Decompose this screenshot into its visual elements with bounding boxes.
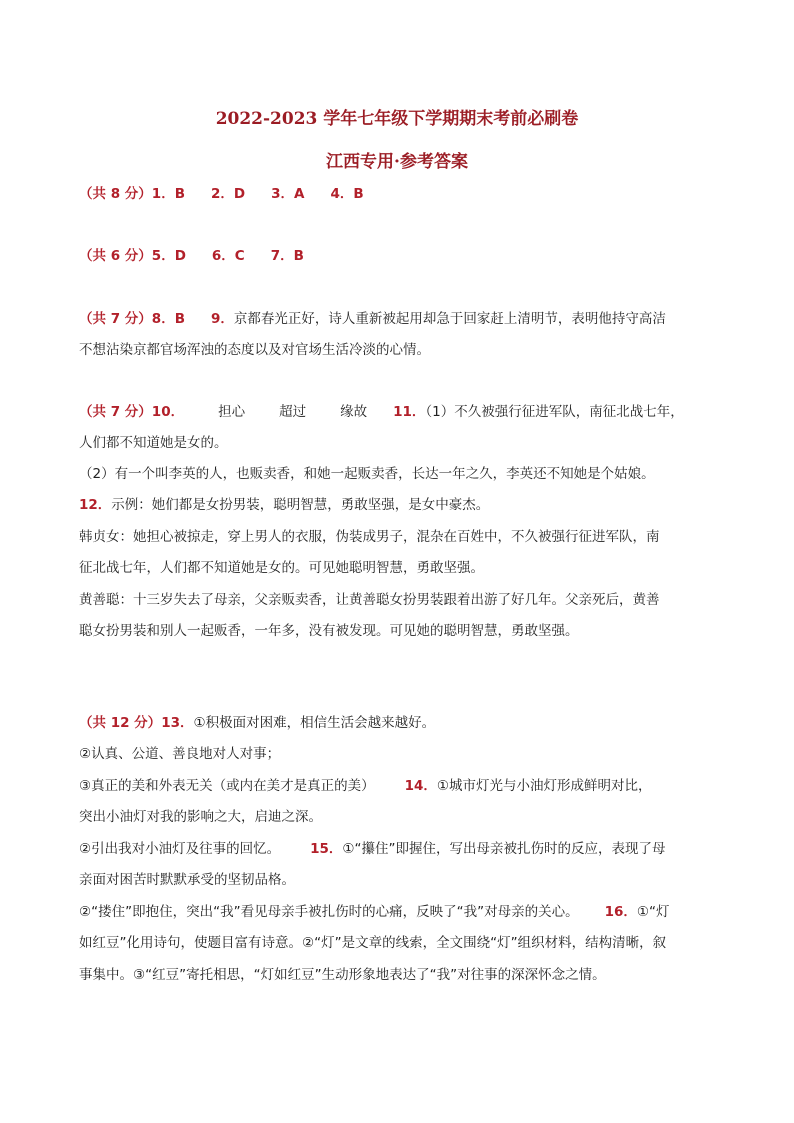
section-5-line-6: 亲面对困苦时默默承受的坚韧品格。 (79, 872, 295, 888)
section-1-score: （共 8 分） (79, 186, 152, 202)
section-5-line-7 (79, 902, 719, 922)
question-10-number: 10． (151, 404, 185, 420)
answer-1: 1．B (151, 186, 185, 202)
section-4-line-8: 聪女扮男装和别人一起贩香，一年多，没有被发现。可见她的聪明智慧，勇敢坚强。 (79, 623, 579, 639)
answer-6: 6．C (211, 248, 245, 264)
section-5-line-2: ②认真、公道、善良地对人对事； (79, 746, 281, 762)
section-4-line-1 (79, 402, 719, 422)
section-3-line-1 (79, 309, 719, 329)
section-4-line-3: （2）有一个叫李英的人，也贩卖香，和她一起贩卖香，长达一年之久，李英还不知她是个姑娘。 (79, 466, 655, 482)
question-12-number: 12． (79, 497, 112, 513)
section-3-line-2: 不想沾染京都官场浑浊的态度以及对官场生活冷淡的心情。 (79, 342, 430, 358)
answer-8: 8．B (151, 311, 185, 327)
section-5-score: （共 12 分） (79, 715, 162, 731)
section-4-line-6: 征北战七年，人们都不知道她是女的。可见她聪明智慧，勇敢坚强。 (79, 560, 484, 576)
section-3-score: （共 7 分） (79, 311, 152, 327)
answer-13-part-3: ③真正的美和外表无关（或内在美才是真正的美） (79, 778, 375, 794)
answer-9-text: 京都春光正好，诗人重新被起用却急于回家赶上清明节，表明他持守高洁 (233, 311, 666, 327)
question-15-number: 15． (310, 841, 343, 857)
answer-12-example: 示例：她们都是女扮男装，聪明智慧，勇敢坚强，是女中豪杰。 (111, 497, 490, 513)
answer-11-part-1: （1）不久被强行征进军队，南征北战七年， (425, 404, 684, 420)
section-5-line-4: 突出小油灯对我的影响之大，启迪之深。 (79, 809, 322, 825)
section-5-line-5 (79, 839, 719, 859)
answer-10-word-3: 缘故 (340, 404, 368, 420)
answer-3: 3．A (271, 186, 305, 202)
answer-14-part-2: ②引出我对小油灯及往事的回忆。 (79, 841, 281, 857)
section-2-score: （共 6 分） (79, 248, 152, 264)
page-subtitle: 江西专用·参考答案 (326, 152, 468, 172)
answer-13-part-1: ①积极面对困难，相信生活会越来越好。 (193, 715, 436, 731)
question-13-number: 13． (161, 715, 194, 731)
section-5-line-3 (79, 776, 719, 796)
section-4-line-7: 黄善聪：十三岁失去了母亲，父亲贩卖香，让黄善聪女扮男装跟着出游了好几年。父亲死后，黄善 (79, 592, 660, 608)
answer-15-part-1: ①“攥住”即握住，写出母亲被扎伤时的反应，表现了母 (342, 841, 666, 857)
question-14-number: 14． (404, 778, 437, 794)
answer-4: 4．B (330, 186, 364, 202)
answer-5: 5．D (151, 248, 186, 264)
section-5-line-9: 事集中。③“红豆”寄托相思，“灯如红豆”生动形象地表达了“我”对往事的深深怀念之情。 (79, 967, 606, 983)
section-4-score: （共 7 分） (79, 404, 152, 420)
answer-7: 7．B (270, 248, 304, 264)
answer-10-word-1: 担心 (218, 404, 246, 420)
answer-10-word-2: 超过 (279, 404, 307, 420)
page-title: 2022-2023 学年七年级下学期期末考前必刷卷 (215, 109, 579, 129)
section-5-line-8: 如红豆”化用诗句，使题目富有诗意。②“灯”是文章的线索，全文围绕“灯”组织材料，结构清晰，叙 (79, 935, 667, 951)
question-9-number: 9． (210, 311, 234, 327)
section-5-line-1 (79, 713, 719, 733)
answer-14-part-1: ①城市灯光与小油灯形成鲜明对比， (436, 778, 652, 794)
answer-16-part-1: ①“灯 (636, 904, 670, 920)
answer-15-part-2: ②“搂住”即抱住，突出“我”看见母亲手被扎伤时的心痛，反映了“我”对母亲的关心。 (79, 904, 579, 920)
section-1-answers (79, 184, 719, 204)
answer-2: 2．D (210, 186, 246, 202)
section-4-line-5: 韩贞女：她担心被掠走，穿上男人的衣服，伪装成男子，混杂在百姓中，不久被强行征进军队，南 (79, 529, 660, 545)
question-16-number: 16． (604, 904, 637, 920)
section-2-answers (79, 246, 719, 266)
section-4-line-2: 人们都不知道她是女的。 (79, 435, 228, 451)
section-4-line-4 (79, 495, 719, 515)
question-11-number: 11． (393, 404, 426, 420)
